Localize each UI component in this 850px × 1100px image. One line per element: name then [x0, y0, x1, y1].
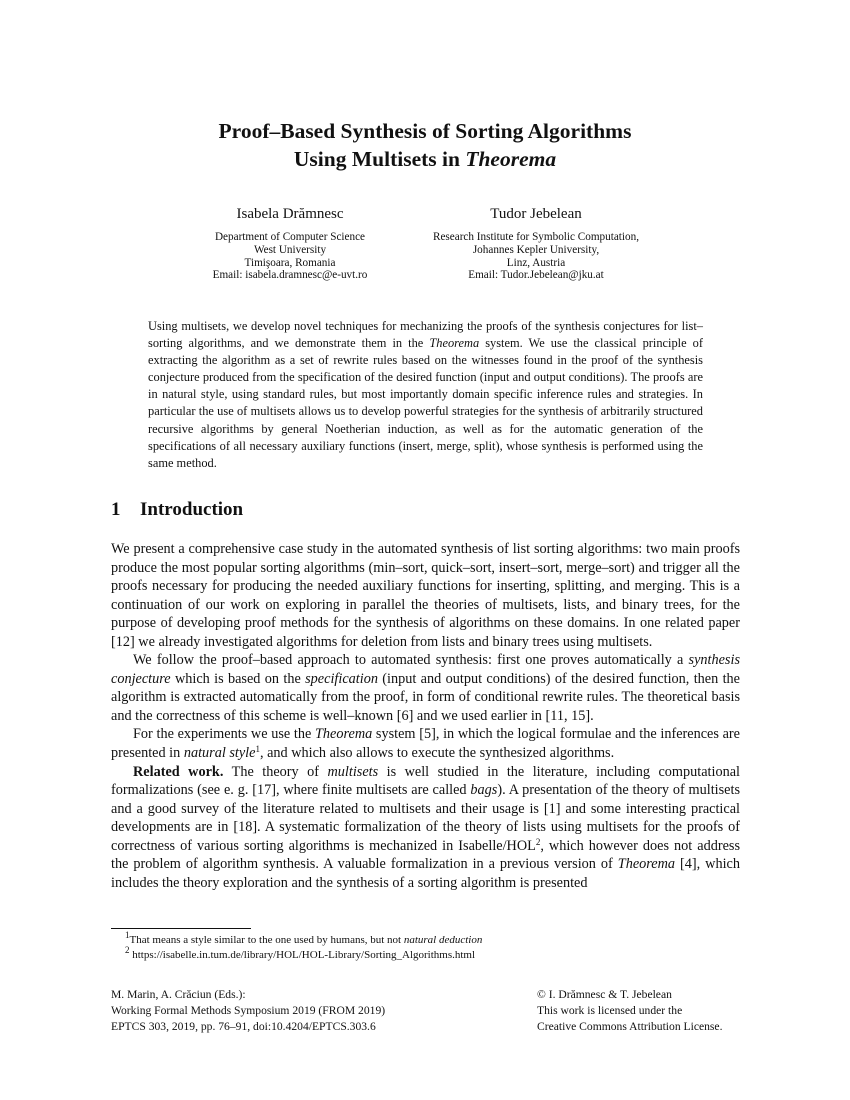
abstract: Using multisets, we develop novel techniques for mechanizing the proofs of the synthesis conjectures for list–sorting algorithms, and we demonstrate them in the Theorema system. We use the classical principle of extracting the algorithm as a set of rewrite rules based on the witnesses found in the proof of the synthesis conjecture produced from the specification of the desired function (input and output conditions). The proofs are in natural style, using standard rules, but most importantly domain specific inference rules and strategies. In particular the use of multisets allows us to develop powerful strategies for the synthesis of arbitrarily structured recursive algorithms by general Noetherian induction, as well as for the automatic generation of the specifications of all necessary auxiliary functions (insert, merge, split), whose synthesis is performed using the same method.: [148, 319, 703, 470]
section-number: 1: [111, 499, 121, 520]
doi-line: EPTCS 303, 2019, pp. 76–91, doi:10.4204/EPTCS.303.6: [111, 1019, 376, 1033]
author-institution: West University: [253, 243, 327, 256]
paragraph-2: We follow the proof–based approach to automated synthesis: first one proves automatically a synthesis conjecture which is based on the specification (input and output conditions) of the desired function, then the algorithm is extracted automatically from the proof, in form of conditional rewrite rules. The theoretical basis and the correctness of this scheme is well–known [6] and we used earlier in [11, 15].: [111, 652, 740, 724]
paragraph-4: Related work. The theory of multisets is well studied in the literature, including computational formalizations (see e. g. [17], where finite multisets are called bags). A presentation of the theory of multisets and a good survey of the literature related to multisets and their usage is [1] and some interesting practical developments are in [18]. A systematic formalization of the theory of lists using multisets for the proofs of correctness of various sorting algorithms is mechanized in Isabelle/HOL$^2$, which however does not address the problem of algorithm synthesis. A valuable formalization in a previous version of Theorema [4], which includes the theory exploration and the synthesis of a sorting algorithm is presented: [111, 763, 740, 891]
footnotes: [111, 930, 740, 963]
title-line-1: Proof–Based Synthesis of Sorting Algorithms: [218, 119, 632, 143]
section-title: Introduction: [140, 499, 244, 520]
footnote-ref-2[interactable]: 2: [535, 836, 541, 847]
section-heading: [111, 499, 243, 521]
license-info: © I. Drămnesc & T. Jebelean This work is licensed under the Creative Commons Attribution License.: [537, 988, 723, 1033]
author-block-2: [404, 204, 668, 282]
license-name[interactable]: Creative Commons Attribution License.: [537, 1019, 723, 1033]
author-block-1: [180, 204, 400, 282]
body-text: [111, 540, 740, 892]
author-institution: Johannes Kepler University,: [472, 243, 600, 256]
footnote-url[interactable]: https://isabelle.in.tum.de/library/HOL/HOL-Library/Sorting_Algorithms.html: [132, 949, 476, 961]
footnote-2: $^2$ https://isabelle.in.tum.de/library/HOL/HOL-Library/Sorting_Algorithms.html: [125, 945, 476, 961]
paragraph-3: For the experiments we use the Theorema system [5], in which the logical formulae and the inferences are presented in natural style$^1$, and which also allows to execute the synthesized algorithms.: [111, 726, 740, 762]
author-name: Tudor Jebelean: [490, 206, 582, 222]
publication-info: M. Marin, A. Crăciun (Eds.): Working Formal Methods Symposium 2019 (FROM 2019) EPTCS 303, 2019, pp. 76–91, doi:10.4204/EPTCS.303.6: [111, 988, 386, 1033]
author-email[interactable]: Email: Tudor.Jebelean@jku.at: [468, 269, 604, 282]
author-email[interactable]: Email: isabela.dramnesc@e-uvt.ro: [212, 269, 368, 282]
author-department: Department of Computer Science: [214, 231, 366, 243]
footnote-ref-1[interactable]: 1: [255, 744, 260, 755]
footnote-1: $^1$That means a style similar to the one used by humans, but not natural deduction: [125, 930, 483, 946]
copyright-line: © I. Drămnesc & T. Jebelean: [537, 988, 672, 1001]
title-line-2: Using Multisets in Theorema: [293, 147, 557, 171]
author-name: Isabela Drămnesc: [236, 206, 344, 222]
footnote-rule: [111, 928, 251, 929]
author-city: Linz, Austria: [506, 256, 566, 269]
paper-title: [0, 117, 850, 173]
run-in-heading: Related work.: [133, 763, 224, 780]
paragraph-1: We present a comprehensive case study in the automated synthesis of list sorting algorithms: two main proofs produce the most popular sorting algorithms (min–sort, quick–sort, insert–sort, merge–sort) and trigger all the proofs necessary for producing the needed auxiliary functions for inserting, splitting, and merging. This is a continuation of our work on exploring in parallel the theories of multisets, lists, and binary trees, for the purpose of developing proof methods for the synthesis of algorithms on these domains. In one related paper [12] we already investigated algorithms for deletion from lists and binary trees using multisets.: [111, 541, 740, 650]
author-city: Timişoara, Romania: [244, 256, 336, 269]
author-department: Research Institute for Symbolic Computation,: [432, 231, 639, 243]
